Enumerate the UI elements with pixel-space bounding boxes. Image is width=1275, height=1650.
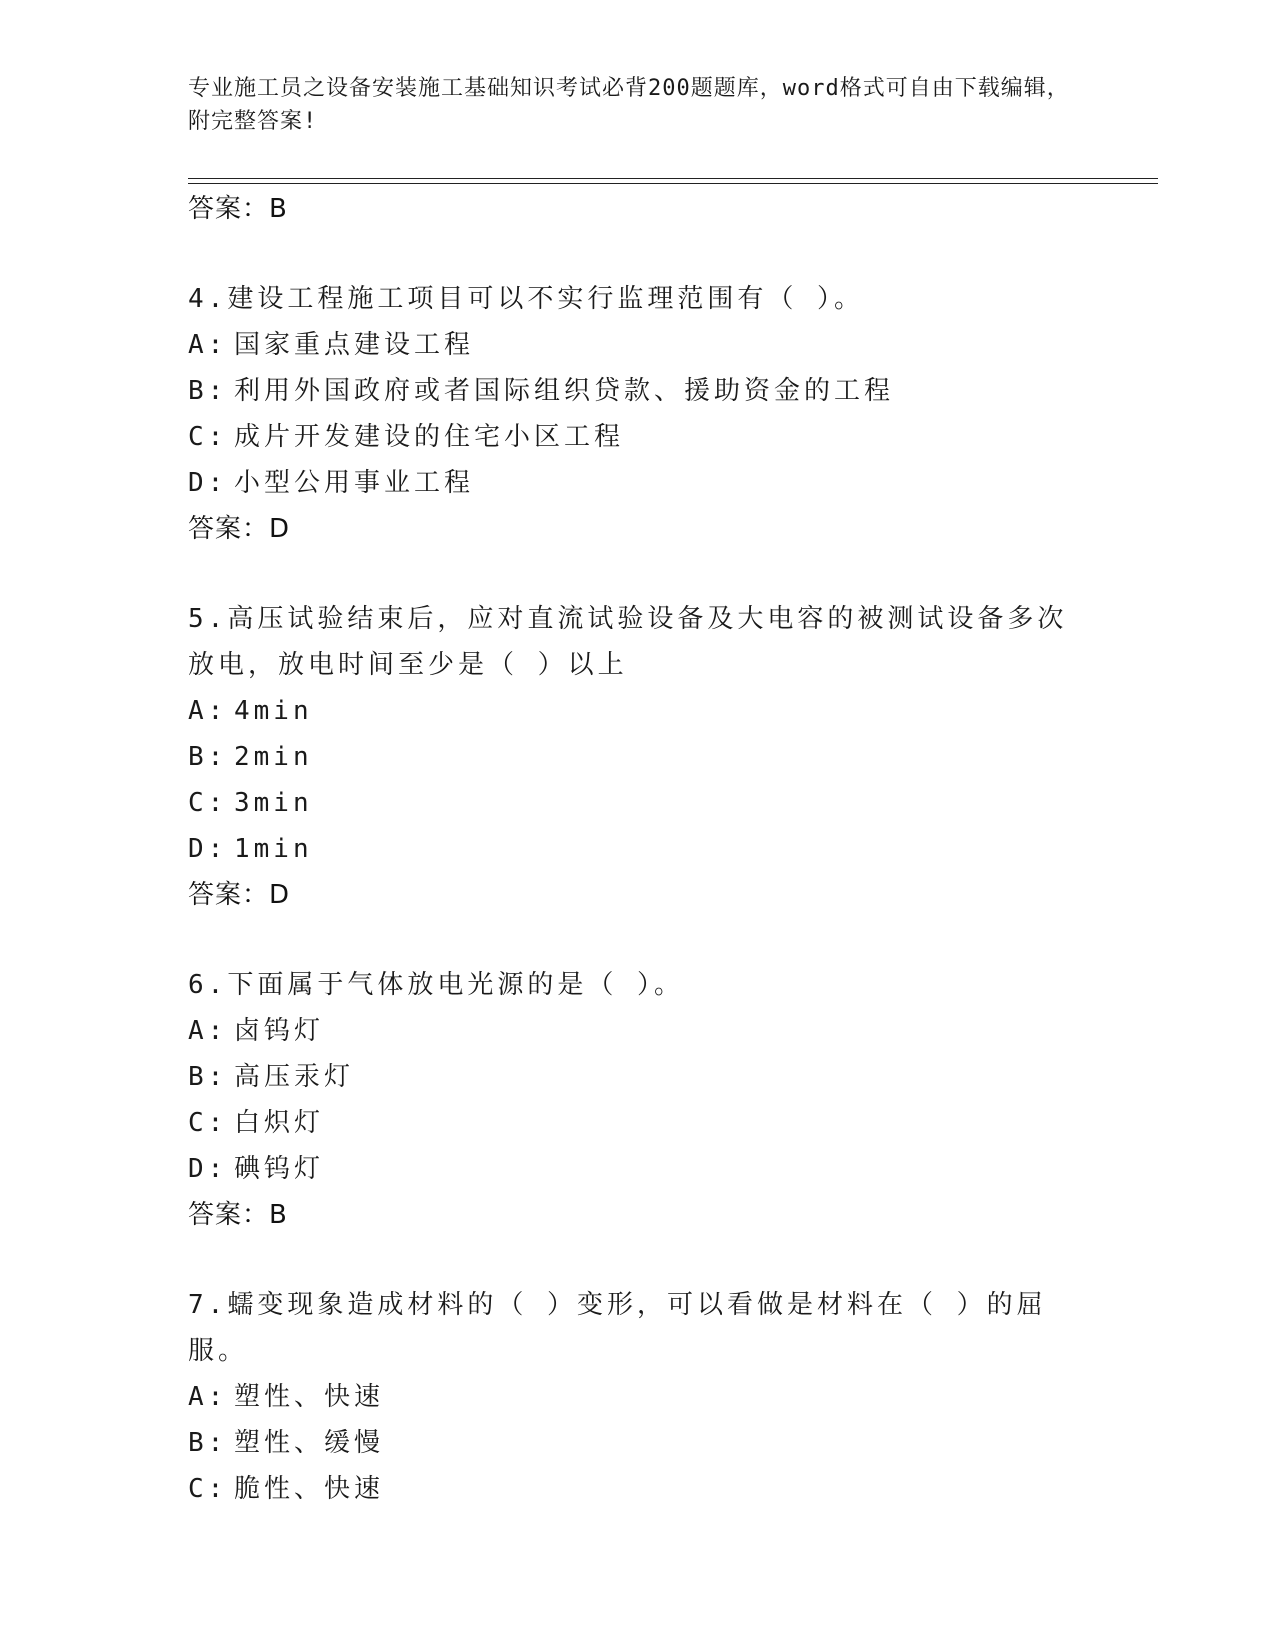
option-text: 3min [234, 788, 313, 818]
answer-value: D [269, 514, 291, 544]
question-stem [188, 276, 1088, 322]
option-key: D: [188, 834, 228, 864]
option-row [188, 826, 1088, 872]
question-text: 蠕变现象造成材料的（ ）变形，可以看做是材料在（ ）的屈服。 [188, 1290, 1047, 1366]
question-stem [188, 596, 1088, 688]
question-list [188, 186, 1088, 1512]
option-row [188, 368, 1088, 414]
question-spacer [188, 918, 1088, 962]
question-text: 高压试验结束后，应对直流试验设备及大电容的被测试设备多次放电，放电时间至少是（ ）以上 [188, 604, 1068, 680]
answer-label: 答案： [188, 194, 270, 224]
option-key: C: [188, 788, 228, 818]
answer-label: 答案： [188, 880, 270, 910]
option-key: B: [188, 742, 228, 772]
question-number: 5. [188, 604, 228, 634]
option-text: 高压汞灯 [234, 1062, 355, 1092]
option-row [188, 414, 1088, 460]
question-block [188, 596, 1088, 918]
option-row [188, 1466, 1088, 1512]
option-text: 碘钨灯 [234, 1154, 325, 1184]
header-rule-double [188, 183, 1158, 184]
question-block [188, 276, 1088, 552]
document-title: 专业施工员之设备安装施工基础知识考试必背200题题库，word格式可自由下载编辑，附完整答案! [188, 76, 1070, 134]
option-key: B: [188, 376, 228, 406]
option-key: A: [188, 330, 228, 360]
option-row [188, 780, 1088, 826]
question-text: 建设工程施工项目可以不实行监理范围有（ ）。 [227, 284, 864, 314]
option-text: 国家重点建设工程 [234, 330, 475, 360]
option-key: A: [188, 696, 228, 726]
question-number: 7. [188, 1290, 228, 1320]
question-spacer [188, 1238, 1088, 1282]
option-key: B: [188, 1428, 228, 1458]
option-key: D: [188, 468, 228, 498]
answer-value: B [269, 1200, 288, 1230]
option-row [188, 1008, 1088, 1054]
question-number: 4. [188, 284, 228, 314]
option-row [188, 1100, 1088, 1146]
option-key: C: [188, 1108, 228, 1138]
option-text: 塑性、快速 [234, 1382, 385, 1412]
option-key: C: [188, 422, 228, 452]
question-spacer [188, 552, 1088, 596]
question-spacer [188, 232, 1088, 276]
question-number: 6. [188, 970, 228, 1000]
option-row [188, 1374, 1088, 1420]
answer-line [188, 872, 1088, 918]
option-row [188, 460, 1088, 506]
question-text: 下面属于气体放电光源的是（ ）。 [227, 970, 684, 1000]
option-text: 2min [234, 742, 313, 772]
option-text: 1min [234, 834, 313, 864]
question-stem [188, 1282, 1088, 1374]
option-text: 脆性、快速 [234, 1474, 385, 1504]
option-text: 塑性、缓慢 [234, 1428, 385, 1458]
question-block [188, 1282, 1088, 1512]
answer-value: D [269, 880, 291, 910]
option-text: 卤钨灯 [234, 1016, 325, 1046]
option-key: C: [188, 1474, 228, 1504]
option-key: D: [188, 1154, 228, 1184]
answer-line [188, 186, 1088, 232]
answer-label: 答案： [188, 1200, 270, 1230]
answer-line [188, 1192, 1088, 1238]
option-row [188, 688, 1088, 734]
option-row [188, 1054, 1088, 1100]
option-text: 利用外国政府或者国际组织贷款、援助资金的工程 [234, 376, 895, 406]
option-text: 白炽灯 [234, 1108, 325, 1138]
option-key: B: [188, 1062, 228, 1092]
option-key: A: [188, 1016, 228, 1046]
answer-line [188, 506, 1088, 552]
option-row [188, 734, 1088, 780]
answer-label: 答案： [188, 514, 270, 544]
option-text: 4min [234, 696, 313, 726]
option-text: 小型公用事业工程 [234, 468, 475, 498]
header-rule [188, 178, 1158, 179]
option-row [188, 322, 1088, 368]
option-key: A: [188, 1382, 228, 1412]
option-row [188, 1420, 1088, 1466]
option-text: 成片开发建设的住宅小区工程 [234, 422, 625, 452]
option-row [188, 1146, 1088, 1192]
question-stem [188, 962, 1088, 1008]
answer-value: B [269, 194, 288, 224]
question-block [188, 962, 1088, 1238]
